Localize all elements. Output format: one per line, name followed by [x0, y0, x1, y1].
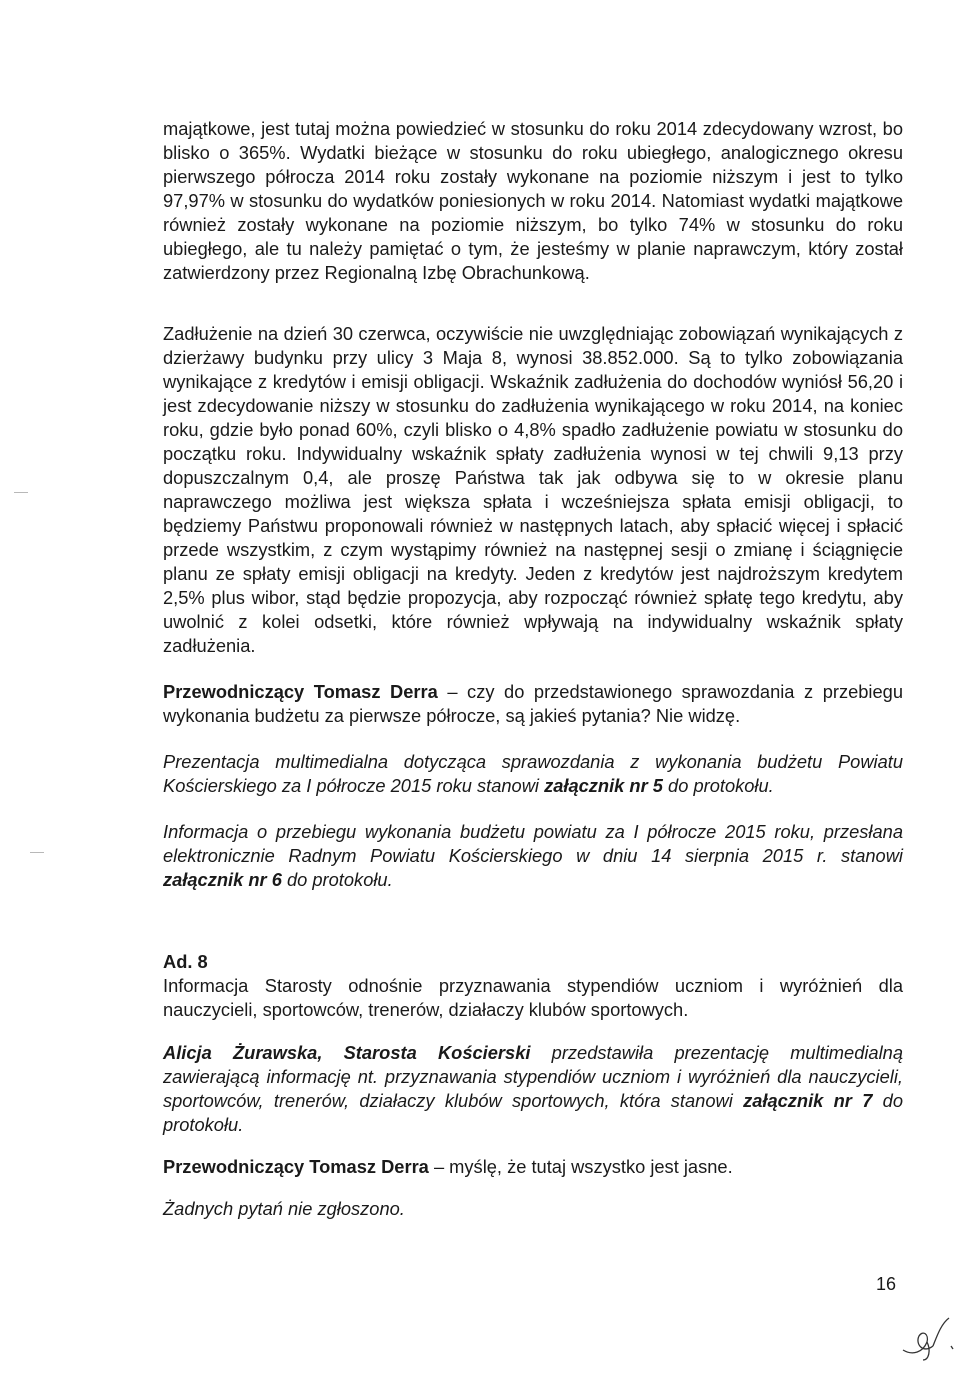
paragraph-debt [163, 322, 903, 658]
paragraph-text: do protokołu. [281, 869, 393, 890]
paragraph-text: majątkowe, jest tutaj można powiedzieć w stosunku do roku 2014 zdecydowany wzrost, bo blisko o 365%. Wydatki bieżące w stosunku do roku ubiegłego, analogicznego okresu pierwszego półrocza 2014 roku zostały wykonane na poziomie niższym i jest to tylko 97,97% w stosunku do wydatków poniesionych w roku 2014. Natomiast wydatki majątkowe również zostały wykonane na poziomie niższym, bo tylko 74% w stosunku do roku ubiegłego, ale tu należy pamiętać o tym, że jesteśmy w planie naprawczym, który został zatwierdzony przez Regionalną Izbę Obrachunkową. [163, 118, 903, 283]
speaker-name: Przewodniczący Tomasz Derra [163, 681, 438, 702]
paragraph-text: – myślę, że tutaj wszystko jest jasne. [428, 1156, 733, 1177]
paragraph-budget-expenses [163, 117, 903, 285]
paragraph-text: Prezentacja multimedialna dotycząca sprawozdania z wykonania budżetu Powiatu Kościerskiego za I półrocze 2015 roku stanowi [163, 751, 903, 796]
speaker-name: Przewodniczący Tomasz Derra [163, 1156, 429, 1177]
paragraph-attachment-5 [163, 750, 903, 798]
section-ad-8 [163, 950, 903, 1022]
attachment-reference: załącznik nr 7 [743, 1090, 873, 1111]
paragraph-text: Żadnych pytań nie zgłoszono. [163, 1198, 405, 1219]
paragraph-text: do protokołu. [662, 775, 774, 796]
section-heading: Ad. 8 [163, 951, 208, 972]
paragraph-chairman-question [163, 680, 903, 728]
handwritten-initials-icon [893, 1316, 959, 1362]
paragraph-text: przedstawiła prezentację multimedialną zawierającą informację nt. przyznawania stypendiów uczniom i wyróżnień dla nauczycieli, sportowców, trenerów, działaczy klubów sportowych, która stanowi [163, 1042, 903, 1111]
scan-mark [30, 852, 44, 853]
paragraph-text: – czy do przedstawionego sprawozdania z przebiegu wykonania budżetu za pierwsze półrocze, są jakieś pytania? Nie widzę. [163, 681, 903, 726]
attachment-reference: załącznik nr 6 [163, 869, 282, 890]
paragraph-attachment-6 [163, 820, 903, 892]
paragraph-text: Informacja Starosty odnośnie przyznawania stypendiów uczniom i wyróżnień dla nauczycieli, sportowców, trenerów, działaczy klubów sportowych. [163, 975, 903, 1020]
paragraph-text: Informacja o przebiegu wykonania budżetu powiatu za I półrocze 2015 roku, przesłana elektronicznie Radnym Powiatu Kościerskiego w dniu 14 sierpnia 2015 r. stanowi [163, 821, 903, 866]
page-number: 16 [876, 1274, 897, 1294]
paragraph-chairman-clear [163, 1155, 903, 1179]
paragraph-text: do protokołu. [163, 1090, 903, 1135]
paragraph-text: Zadłużenie na dzień 30 czerwca, oczywiście nie uwzględniając zobowiązań wynikających z dzierżawy budynku przy ulicy 3 Maja 8, wynosi 38.852.000. Są to tylko zobowiązania wynikające z kredytów i emisji obligacji. Wskaźnik zadłużenia do dochodów wyniósł 56,20 i jest zdecydowanie niższy w stosunku do zadłużenia wynikającego w roku 2014, na koniec roku, gdzie było ponad 60%, czyli blisko o 4,8% spadło zadłużenie powiatu w stosunku do początku roku. Indywidualny wskaźnik spłaty zadłużenia wynosi w tej chwili 9,13 przy dopuszczalnym 0,4, ale proszę Państwa tak jak odbywa się to w okresie planu naprawczego możliwa jest większa spłata i wcześniejsza spłata emisji obligacji, to będziemy Państwu proponowali również w następnych latach, aby spłacić więcej i spłacić przede wszystkim, z czym wystąpimy również na następnej sesji o zmianę i ściągnięcie planu ze spłaty emisji obligacji na kredyty. Jeden z kredytów jest najdroższym kredytem 2,5% plus wibor, stąd będzie propozycja, aby rozpocząć również spłatę tego kredytu, aby uwolnić z kolei odsetki, które również wpływają na indywidualny wskaźnik spłaty zadłużenia. [163, 323, 903, 656]
paragraph-no-questions [163, 1197, 903, 1221]
paragraph-attachment-7 [163, 1041, 903, 1137]
attachment-reference: załącznik nr 5 [544, 775, 663, 796]
scan-mark [14, 492, 28, 493]
speaker-name: Alicja Żurawska, Starosta Kościerski [163, 1042, 531, 1063]
